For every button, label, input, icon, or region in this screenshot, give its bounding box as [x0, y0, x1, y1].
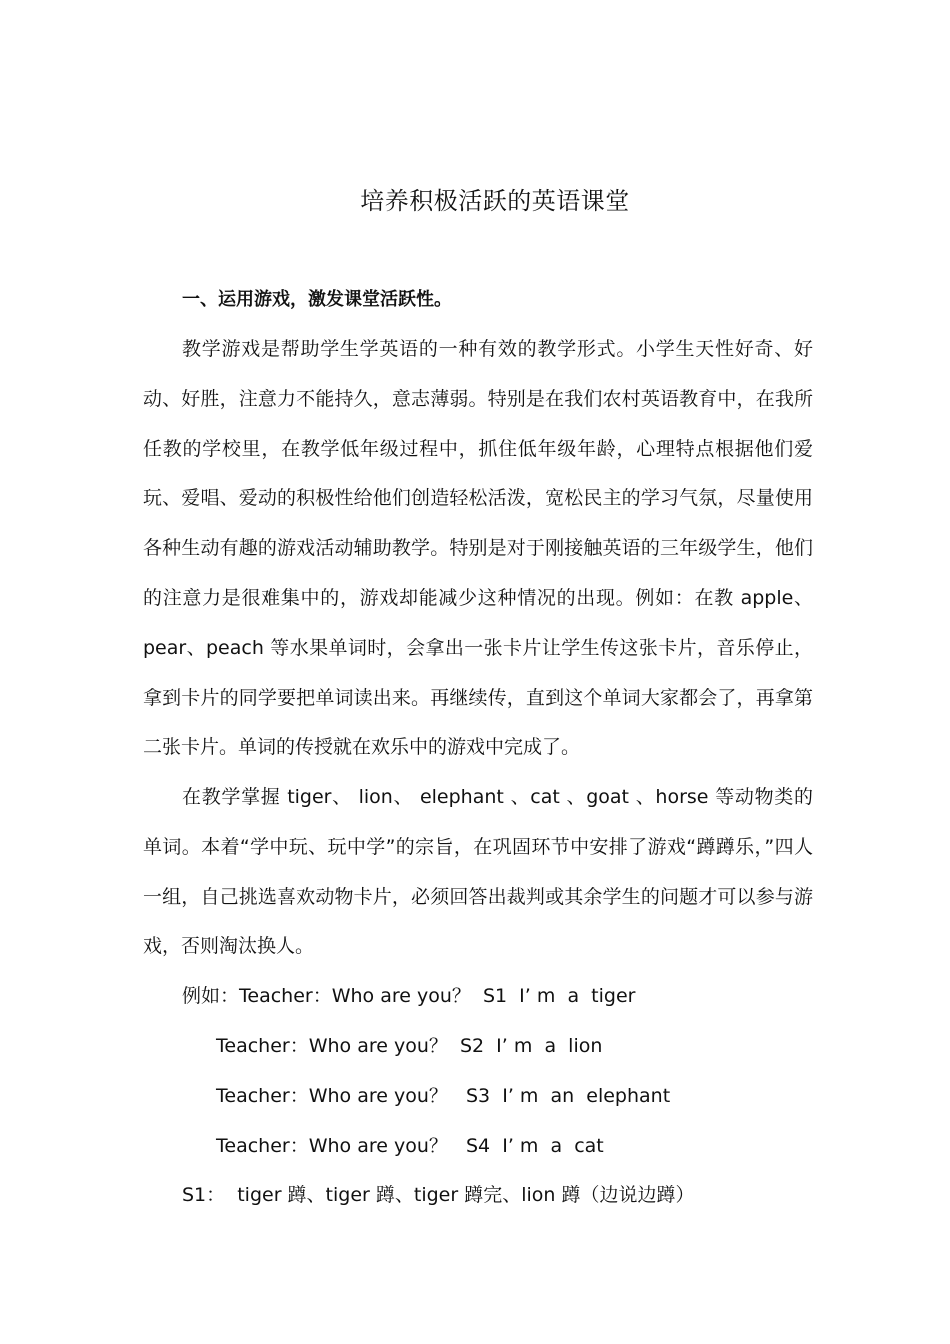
closing-line: S1： tiger 蹲、tiger 蹲、tiger 蹲完、lion 蹲（边说边蹲）: [182, 1184, 695, 1206]
paragraph-games-intro: 教学游戏是帮助学生学英语的一种有效的教学形式。小学生天性好奇、好动、好胜，注意力不能持久，意志薄弱。特别是在我们农村英语教育中，在我所任教的学校里，在教学低年级过程中，抓住低年级年龄，心理特点根据他们爱玩、爱唱、爱动的积极性给他们创造轻松活泼，宽松民主的学习气氛，尽量使用各种生动有趣的游戏活动辅助教学。特别是对于刚接触英语的三年级学生，他们的注意力是很难集中的，游戏却能减少这种情况的出现。例如：在教 apple、 pear、peach 等水果单词时，会拿出一张卡片让学生传这张卡片，音乐停止，拿到卡片的同学要把单词读出来。再继续传，直到这个单词大家都会了，再拿第二张卡片。单词的传授就在欢乐中的游戏中完成了。: [143, 338, 813, 759]
section-heading: 一、运用游戏，激发课堂活跃性。: [182, 289, 452, 310]
paragraph-animal-words: 在教学掌握 tiger、 lion、 elephant 、cat 、goat 、horse 等动物类的单词。本着“学中玩、玩中学”的宗旨，在巩固环节中安排了游戏“蹲蹲乐，”四人一组，自己挑选喜欢动物卡片，必须回答出裁判或其余学生的问题才可以参与游戏，否则淘汰换人。: [143, 786, 813, 958]
example-line-3: Teacher：Who are you？ S3 I’ m an elephant: [216, 1085, 671, 1107]
example-line-1: 例如：Teacher：Who are you？ S1 I’ m a tiger: [182, 985, 636, 1007]
example-line-4: Teacher：Who are you？ S4 I’ m a cat: [216, 1135, 604, 1157]
example-line-2: Teacher：Who are you？ S2 I’ m a lion: [216, 1035, 603, 1057]
document-title: 培养积极活跃的英语课堂: [360, 187, 630, 215]
